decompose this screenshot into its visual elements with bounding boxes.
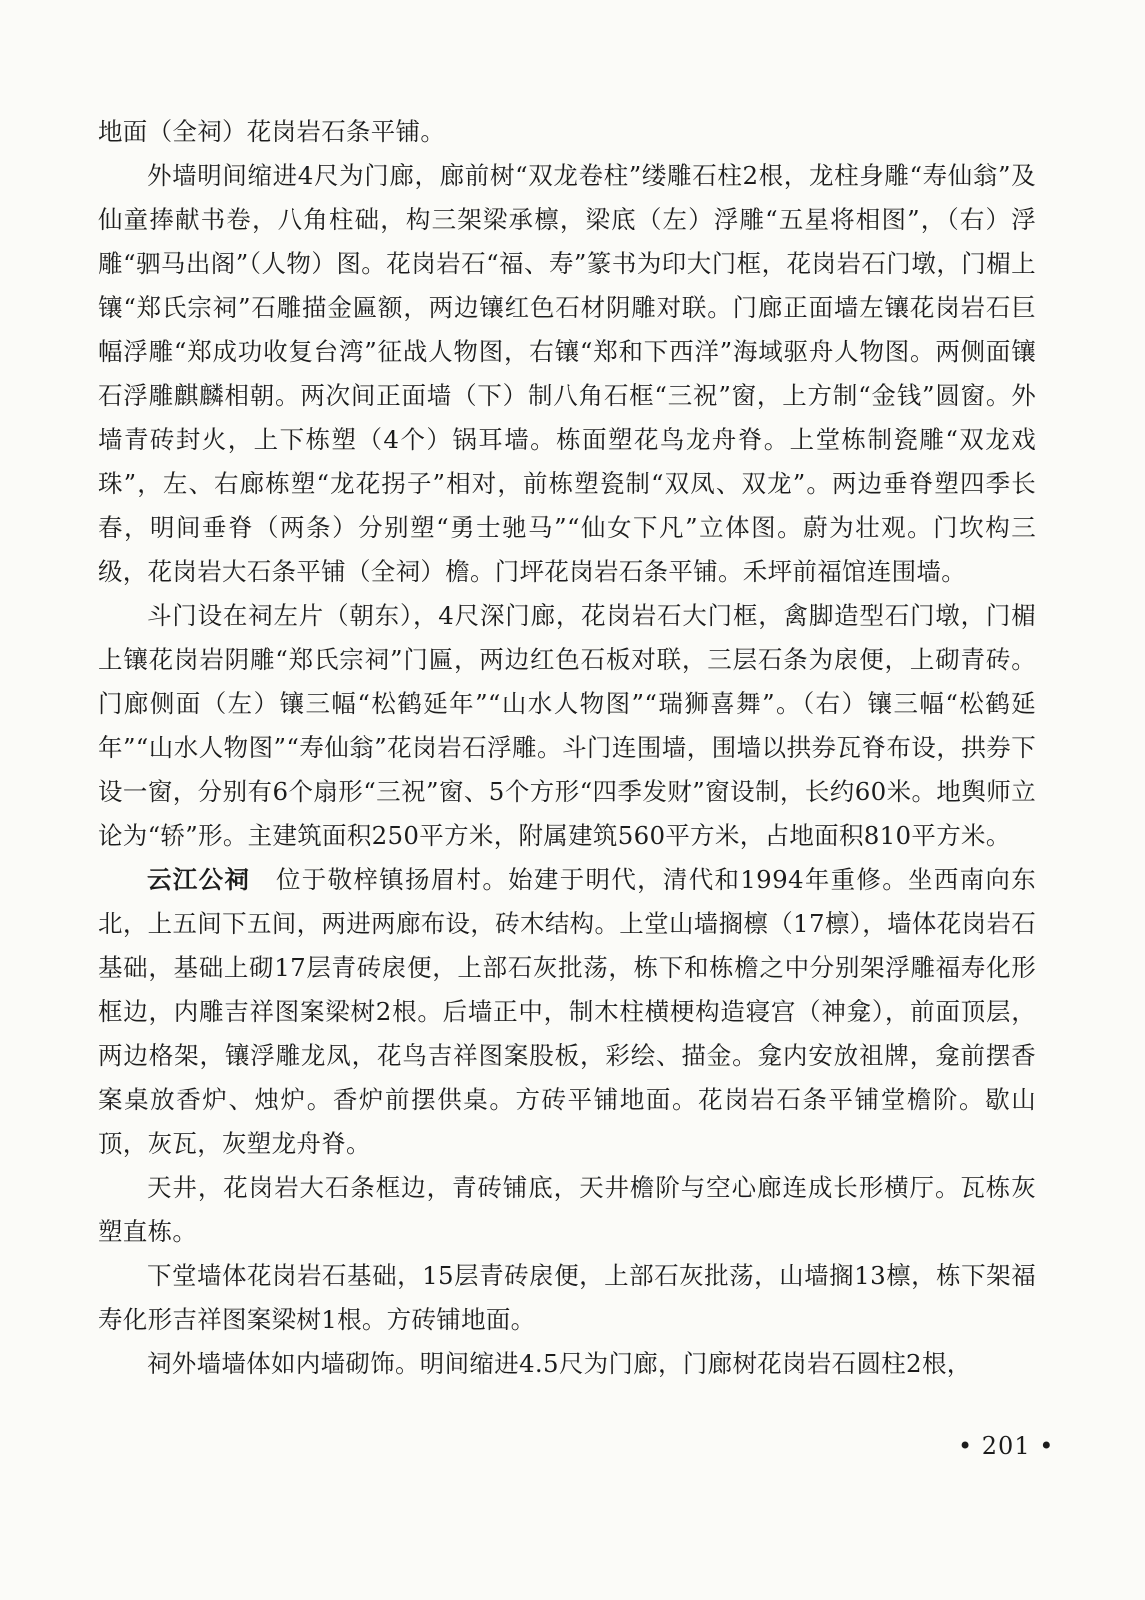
paragraph-4 bbox=[98, 858, 1036, 1166]
paragraph-7-text: 祠外墙墙体如内墙砌饰。明间缩进4.5尺为门廊，门廊树花岗岩石圆柱2根， bbox=[147, 1349, 972, 1378]
page-body bbox=[98, 110, 1036, 1386]
paragraph-3 bbox=[98, 594, 1036, 858]
entry-title: 云江公祠 bbox=[147, 865, 251, 894]
paragraph-2 bbox=[98, 154, 1036, 594]
paragraph-5-text: 天井，花岗岩大石条框边，青砖铺底，天井檐阶与空心廊连成长形横厅。瓦栋灰塑直栋。 bbox=[98, 1173, 1036, 1246]
paragraph-6 bbox=[98, 1254, 1036, 1342]
paragraph-1-text: 地面（全祠）花岗岩石条平铺。 bbox=[98, 117, 446, 146]
paragraph-5 bbox=[98, 1166, 1036, 1254]
paragraph-2-text: 外墙明间缩进4尺为门廊，廊前树“双龙卷柱”缕雕石柱2根，龙柱身雕“寿仙翁”及仙童捧献书卷，八角柱础，构三架梁承檩，梁底（左）浮雕“五星将相图”，（右）浮雕“驷马出阁”（人物）图。花岗岩石“福、寿”篆书为印大门框，花岗岩石门墩，门楣上镶“郑氏宗祠”石雕描金匾额，两边镶红色石材阴雕对联。门廊正面墙左镶花岗岩石巨幅浮雕“郑成功收复台湾”征战人物图，右镶“郑和下西洋”海域驱舟人物图。两侧面镶石浮雕麒麟相朝。两次间正面墙（下）制八角石框“三祝”窗，上方制“金钱”圆窗。外墙青砖封火，上下栋塑（4个）锅耳墙。栋面塑花鸟龙舟脊。上堂栋制瓷雕“双龙戏珠”，左、右廊栋塑“龙花拐子”相对，前栋塑瓷制“双凤、双龙”。两边垂脊塑四季长春，明间垂脊（两条）分别塑“勇士驰马”“仙女下凡”立体图。蔚为壮观。门坎构三级，花岗岩大石条平铺（全祠）檐。门坪花岗岩石条平铺。禾坪前福馆连围墙。 bbox=[98, 161, 1036, 586]
paragraph-7 bbox=[98, 1342, 1036, 1386]
paragraph-6-text: 下堂墙体花岗岩石基础，15层青砖扆便，上部石灰批荡，山墙搁13檩，栋下架福寿化形吉祥图案梁树1根。方砖铺地面。 bbox=[98, 1261, 1036, 1334]
page-number: • 201 • bbox=[958, 1432, 1055, 1460]
paragraph-3-text: 斗门设在祠左片（朝东），4尺深门廊，花岗岩石大门框，禽脚造型石门墩，门楣上镶花岗岩阴雕“郑氏宗祠”门匾，两边红色石板对联，三层石条为扆便，上砌青砖。门廊侧面（左）镶三幅“松鹤延年”“山水人物图”“瑞狮喜舞”。（右）镶三幅“松鹤延年”“山水人物图”“寿仙翁”花岗岩石浮雕。斗门连围墙，围墙以拱券瓦脊布设，拱券下设一窗，分别有6个扇形“三祝”窗、5个方形“四季发财”窗设制，长约60米。地舆师立论为“轿”形。主建筑面积250平方米，附属建筑560平方米，占地面积810平方米。 bbox=[98, 601, 1036, 850]
paragraph-4-text: 位于敬梓镇扬眉村。始建于明代，清代和1994年重修。坐西南向东北，上五间下五间，两进两廊布设，砖木结构。上堂山墙搁檩（17檩），墙体花岗岩石基础，基础上砌17层青砖扆便，上部石灰批荡，栋下和栋檐之中分别架浮雕福寿化形框边，内雕吉祥图案梁树2根。后墙正中，制木柱横梗构造寝宫（神龛），前面顶层，两边格架，镶浮雕龙凤，花鸟吉祥图案股板，彩绘、描金。龛内安放祖牌，龛前摆香案桌放香炉、烛炉。香炉前摆供桌。方砖平铺地面。花岗岩石条平铺堂檐阶。歇山顶，灰瓦，灰塑龙舟脊。 bbox=[98, 865, 1036, 1158]
paragraph-1 bbox=[98, 110, 1036, 154]
